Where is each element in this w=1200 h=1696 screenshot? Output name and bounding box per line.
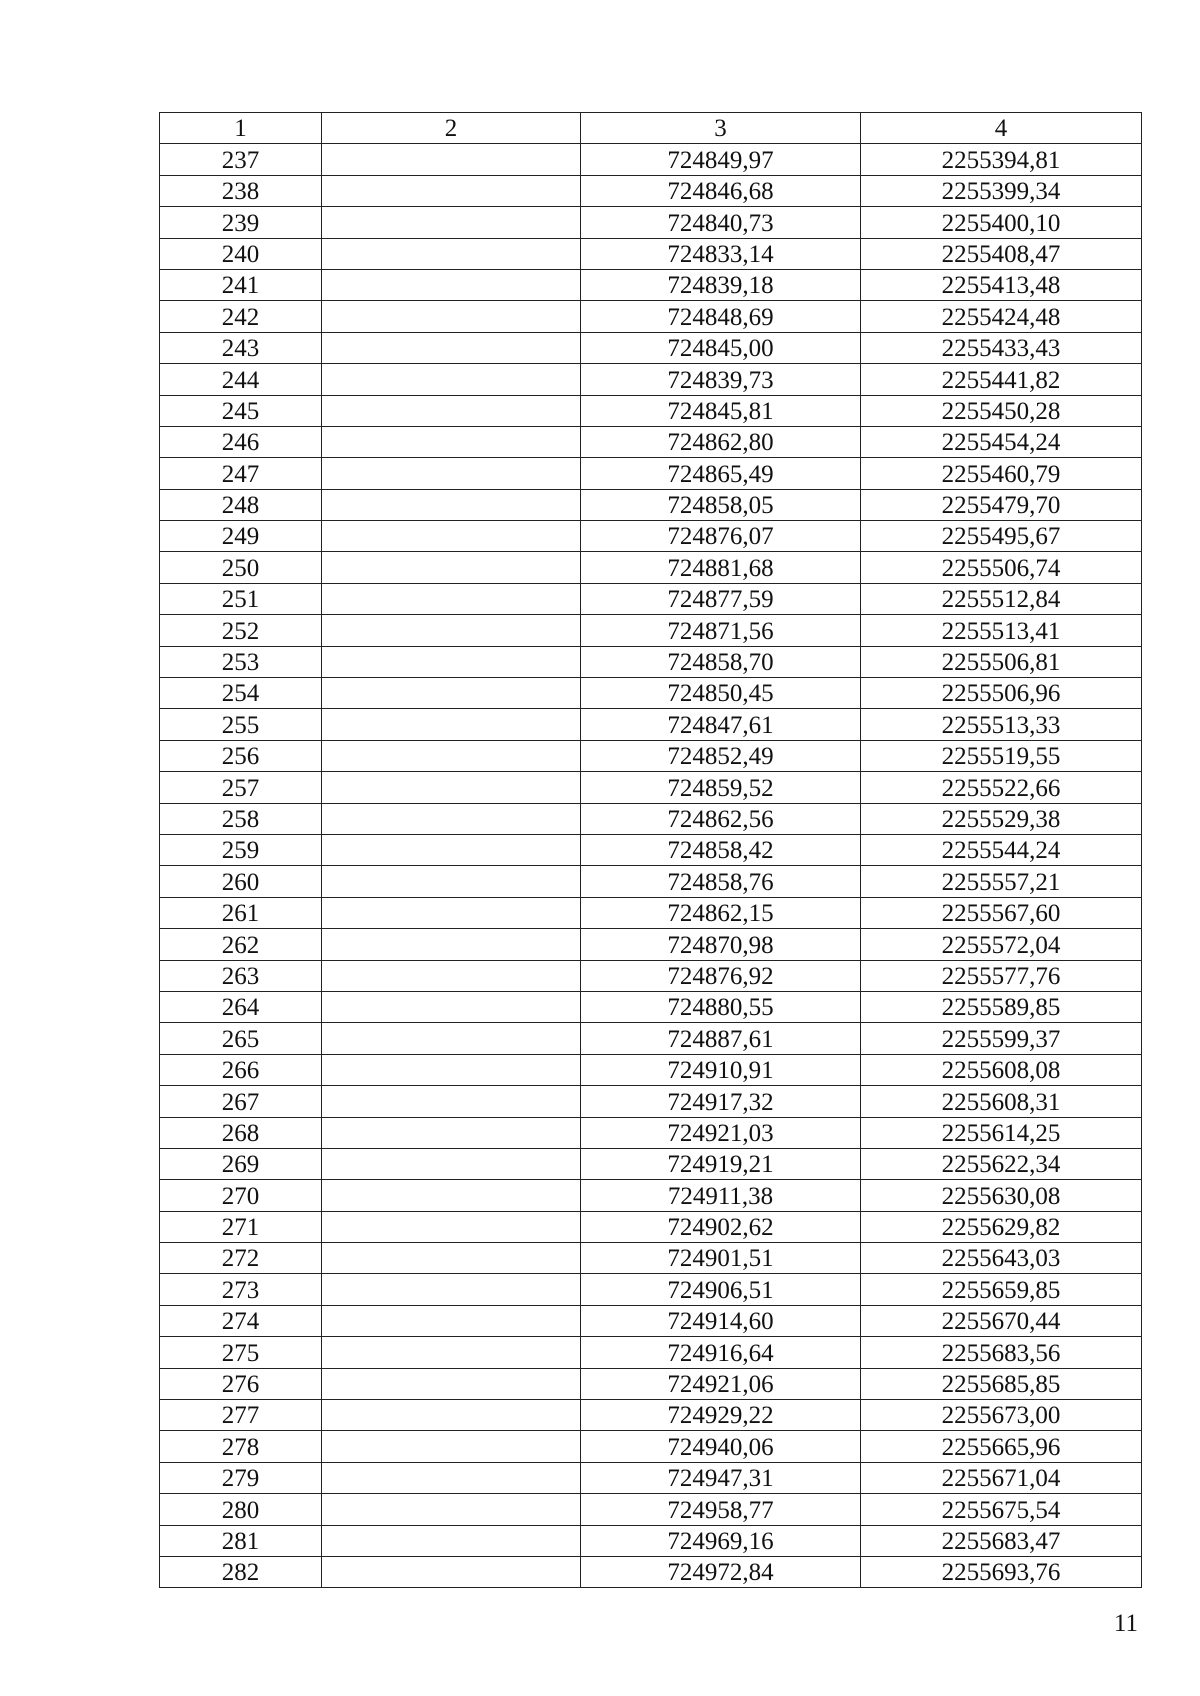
empty-cell [322, 1148, 581, 1179]
empty-cell [322, 1525, 581, 1556]
column-header-3: 3 [581, 113, 861, 144]
point-number-cell: 253 [160, 646, 322, 677]
empty-cell [322, 1462, 581, 1493]
table-row [160, 269, 1142, 300]
x-coordinate-cell: 724833,14 [581, 238, 861, 269]
x-coordinate-cell: 724870,98 [581, 929, 861, 960]
point-number-cell: 239 [160, 207, 322, 238]
y-coordinate-cell: 2255544,24 [861, 834, 1142, 865]
point-number-cell: 275 [160, 1337, 322, 1368]
x-coordinate-cell: 724858,70 [581, 646, 861, 677]
empty-cell [322, 646, 581, 677]
x-coordinate-cell: 724929,22 [581, 1400, 861, 1431]
point-number-cell: 260 [160, 866, 322, 897]
x-coordinate-cell: 724865,49 [581, 458, 861, 489]
empty-cell [322, 552, 581, 583]
point-number-cell: 246 [160, 426, 322, 457]
point-number-cell: 274 [160, 1305, 322, 1336]
x-coordinate-cell: 724847,61 [581, 709, 861, 740]
point-number-cell: 266 [160, 1054, 322, 1085]
table-row [160, 426, 1142, 457]
point-number-cell: 252 [160, 615, 322, 646]
x-coordinate-cell: 724914,60 [581, 1305, 861, 1336]
point-number-cell: 250 [160, 552, 322, 583]
point-number-cell: 269 [160, 1148, 322, 1179]
empty-cell [322, 960, 581, 991]
y-coordinate-cell: 2255413,48 [861, 269, 1142, 300]
x-coordinate-cell: 724917,32 [581, 1086, 861, 1117]
x-coordinate-cell: 724906,51 [581, 1274, 861, 1305]
table-row [160, 1525, 1142, 1556]
empty-cell [322, 521, 581, 552]
x-coordinate-cell: 724969,16 [581, 1525, 861, 1556]
x-coordinate-cell: 724876,07 [581, 521, 861, 552]
table-row [160, 238, 1142, 269]
y-coordinate-cell: 2255394,81 [861, 144, 1142, 175]
table-header-row [160, 113, 1142, 144]
x-coordinate-cell: 724839,18 [581, 269, 861, 300]
x-coordinate-cell: 724887,61 [581, 1023, 861, 1054]
empty-cell [322, 615, 581, 646]
point-number-cell: 282 [160, 1556, 322, 1587]
y-coordinate-cell: 2255513,41 [861, 615, 1142, 646]
table-row [160, 1274, 1142, 1305]
empty-cell [322, 929, 581, 960]
table-row [160, 489, 1142, 520]
y-coordinate-cell: 2255659,85 [861, 1274, 1142, 1305]
empty-cell [322, 1556, 581, 1587]
empty-cell [322, 740, 581, 771]
x-coordinate-cell: 724910,91 [581, 1054, 861, 1085]
table-row [160, 1400, 1142, 1431]
x-coordinate-cell: 724848,69 [581, 301, 861, 332]
point-number-cell: 242 [160, 301, 322, 332]
y-coordinate-cell: 2255567,60 [861, 897, 1142, 928]
y-coordinate-cell: 2255408,47 [861, 238, 1142, 269]
table-row [160, 1148, 1142, 1179]
point-number-cell: 241 [160, 269, 322, 300]
table-body [160, 144, 1142, 1588]
y-coordinate-cell: 2255519,55 [861, 740, 1142, 771]
y-coordinate-cell: 2255665,96 [861, 1431, 1142, 1462]
y-coordinate-cell: 2255675,54 [861, 1494, 1142, 1525]
point-number-cell: 240 [160, 238, 322, 269]
y-coordinate-cell: 2255522,66 [861, 772, 1142, 803]
x-coordinate-cell: 724862,56 [581, 803, 861, 834]
x-coordinate-cell: 724859,52 [581, 772, 861, 803]
y-coordinate-cell: 2255424,48 [861, 301, 1142, 332]
point-number-cell: 264 [160, 991, 322, 1022]
x-coordinate-cell: 724845,81 [581, 395, 861, 426]
x-coordinate-cell: 724871,56 [581, 615, 861, 646]
empty-cell [322, 144, 581, 175]
point-number-cell: 278 [160, 1431, 322, 1462]
x-coordinate-cell: 724916,64 [581, 1337, 861, 1368]
empty-cell [322, 207, 581, 238]
page-number: 11 [1113, 1610, 1138, 1637]
y-coordinate-cell: 2255529,38 [861, 803, 1142, 834]
empty-cell [322, 1368, 581, 1399]
y-coordinate-cell: 2255643,03 [861, 1243, 1142, 1274]
y-coordinate-cell: 2255693,76 [861, 1556, 1142, 1587]
y-coordinate-cell: 2255589,85 [861, 991, 1142, 1022]
x-coordinate-cell: 724947,31 [581, 1462, 861, 1493]
y-coordinate-cell: 2255495,67 [861, 521, 1142, 552]
table-row [160, 709, 1142, 740]
y-coordinate-cell: 2255433,43 [861, 332, 1142, 363]
empty-cell [322, 866, 581, 897]
x-coordinate-cell: 724901,51 [581, 1243, 861, 1274]
table-row [160, 834, 1142, 865]
empty-cell [322, 1274, 581, 1305]
y-coordinate-cell: 2255450,28 [861, 395, 1142, 426]
y-coordinate-cell: 2255441,82 [861, 364, 1142, 395]
point-number-cell: 279 [160, 1462, 322, 1493]
x-coordinate-cell: 724921,06 [581, 1368, 861, 1399]
empty-cell [322, 772, 581, 803]
empty-cell [322, 1117, 581, 1148]
y-coordinate-cell: 2255506,96 [861, 678, 1142, 709]
point-number-cell: 262 [160, 929, 322, 960]
table-row [160, 740, 1142, 771]
point-number-cell: 256 [160, 740, 322, 771]
point-number-cell: 255 [160, 709, 322, 740]
table-row [160, 364, 1142, 395]
table-row [160, 1337, 1142, 1368]
x-coordinate-cell: 724850,45 [581, 678, 861, 709]
y-coordinate-cell: 2255622,34 [861, 1148, 1142, 1179]
table-row [160, 803, 1142, 834]
y-coordinate-cell: 2255513,33 [861, 709, 1142, 740]
empty-cell [322, 1243, 581, 1274]
x-coordinate-cell: 724845,00 [581, 332, 861, 363]
point-number-cell: 276 [160, 1368, 322, 1399]
table-row [160, 1117, 1142, 1148]
point-number-cell: 258 [160, 803, 322, 834]
empty-cell [322, 1305, 581, 1336]
x-coordinate-cell: 724846,68 [581, 175, 861, 206]
empty-cell [322, 1431, 581, 1462]
y-coordinate-cell: 2255479,70 [861, 489, 1142, 520]
point-number-cell: 248 [160, 489, 322, 520]
point-number-cell: 259 [160, 834, 322, 865]
y-coordinate-cell: 2255671,04 [861, 1462, 1142, 1493]
y-coordinate-cell: 2255577,76 [861, 960, 1142, 991]
table-row [160, 1305, 1142, 1336]
empty-cell [322, 803, 581, 834]
table-row [160, 1431, 1142, 1462]
table-row [160, 1211, 1142, 1242]
point-number-cell: 273 [160, 1274, 322, 1305]
y-coordinate-cell: 2255572,04 [861, 929, 1142, 960]
point-number-cell: 247 [160, 458, 322, 489]
point-number-cell: 243 [160, 332, 322, 363]
y-coordinate-cell: 2255400,10 [861, 207, 1142, 238]
point-number-cell: 281 [160, 1525, 322, 1556]
y-coordinate-cell: 2255683,56 [861, 1337, 1142, 1368]
table-row [160, 960, 1142, 991]
table-row [160, 772, 1142, 803]
y-coordinate-cell: 2255512,84 [861, 583, 1142, 614]
empty-cell [322, 583, 581, 614]
y-coordinate-cell: 2255599,37 [861, 1023, 1142, 1054]
empty-cell [322, 1494, 581, 1525]
y-coordinate-cell: 2255670,44 [861, 1305, 1142, 1336]
column-header-4: 4 [861, 113, 1142, 144]
table-row [160, 458, 1142, 489]
empty-cell [322, 678, 581, 709]
table-row [160, 1054, 1142, 1085]
point-number-cell: 271 [160, 1211, 322, 1242]
empty-cell [322, 1180, 581, 1211]
empty-cell [322, 364, 581, 395]
empty-cell [322, 834, 581, 865]
empty-cell [322, 332, 581, 363]
empty-cell [322, 1023, 581, 1054]
point-number-cell: 251 [160, 583, 322, 614]
table-row [160, 301, 1142, 332]
empty-cell [322, 458, 581, 489]
y-coordinate-cell: 2255614,25 [861, 1117, 1142, 1148]
x-coordinate-cell: 724858,42 [581, 834, 861, 865]
empty-cell [322, 489, 581, 520]
y-coordinate-cell: 2255399,34 [861, 175, 1142, 206]
table-row [160, 1368, 1142, 1399]
table-row [160, 866, 1142, 897]
y-coordinate-cell: 2255683,47 [861, 1525, 1142, 1556]
empty-cell [322, 709, 581, 740]
point-number-cell: 261 [160, 897, 322, 928]
point-number-cell: 245 [160, 395, 322, 426]
column-header-1: 1 [160, 113, 322, 144]
table-row [160, 144, 1142, 175]
empty-cell [322, 1211, 581, 1242]
x-coordinate-cell: 724880,55 [581, 991, 861, 1022]
x-coordinate-cell: 724862,80 [581, 426, 861, 457]
column-header-2: 2 [322, 113, 581, 144]
point-number-cell: 257 [160, 772, 322, 803]
point-number-cell: 238 [160, 175, 322, 206]
point-number-cell: 277 [160, 1400, 322, 1431]
table-row [160, 615, 1142, 646]
point-number-cell: 280 [160, 1494, 322, 1525]
x-coordinate-cell: 724862,15 [581, 897, 861, 928]
y-coordinate-cell: 2255685,85 [861, 1368, 1142, 1399]
table-row [160, 1556, 1142, 1587]
table-row [160, 395, 1142, 426]
x-coordinate-cell: 724919,21 [581, 1148, 861, 1179]
x-coordinate-cell: 724858,05 [581, 489, 861, 520]
x-coordinate-cell: 724958,77 [581, 1494, 861, 1525]
table-row [160, 332, 1142, 363]
empty-cell [322, 897, 581, 928]
x-coordinate-cell: 724881,68 [581, 552, 861, 583]
empty-cell [322, 1054, 581, 1085]
x-coordinate-cell: 724902,62 [581, 1211, 861, 1242]
point-number-cell: 237 [160, 144, 322, 175]
table-row [160, 929, 1142, 960]
y-coordinate-cell: 2255608,31 [861, 1086, 1142, 1117]
table-row [160, 1462, 1142, 1493]
x-coordinate-cell: 724840,73 [581, 207, 861, 238]
x-coordinate-cell: 724852,49 [581, 740, 861, 771]
empty-cell [322, 175, 581, 206]
x-coordinate-cell: 724911,38 [581, 1180, 861, 1211]
table-row [160, 552, 1142, 583]
point-number-cell: 254 [160, 678, 322, 709]
y-coordinate-cell: 2255629,82 [861, 1211, 1142, 1242]
empty-cell [322, 269, 581, 300]
table-row [160, 1494, 1142, 1525]
y-coordinate-cell: 2255506,81 [861, 646, 1142, 677]
table-row [160, 1243, 1142, 1274]
x-coordinate-cell: 724921,03 [581, 1117, 861, 1148]
empty-cell [322, 238, 581, 269]
x-coordinate-cell: 724876,92 [581, 960, 861, 991]
y-coordinate-cell: 2255557,21 [861, 866, 1142, 897]
table-row [160, 1023, 1142, 1054]
table-row [160, 991, 1142, 1022]
point-number-cell: 263 [160, 960, 322, 991]
table-row [160, 207, 1142, 238]
point-number-cell: 268 [160, 1117, 322, 1148]
empty-cell [322, 1337, 581, 1368]
point-number-cell: 249 [160, 521, 322, 552]
x-coordinate-cell: 724877,59 [581, 583, 861, 614]
empty-cell [322, 301, 581, 332]
table-row [160, 678, 1142, 709]
point-number-cell: 267 [160, 1086, 322, 1117]
x-coordinate-cell: 724849,97 [581, 144, 861, 175]
table-row [160, 897, 1142, 928]
y-coordinate-cell: 2255673,00 [861, 1400, 1142, 1431]
y-coordinate-cell: 2255630,08 [861, 1180, 1142, 1211]
table-row [160, 521, 1142, 552]
empty-cell [322, 1400, 581, 1431]
coordinates-table [159, 112, 1142, 1588]
y-coordinate-cell: 2255506,74 [861, 552, 1142, 583]
y-coordinate-cell: 2255454,24 [861, 426, 1142, 457]
point-number-cell: 244 [160, 364, 322, 395]
point-number-cell: 265 [160, 1023, 322, 1054]
table-row [160, 583, 1142, 614]
empty-cell [322, 426, 581, 457]
x-coordinate-cell: 724940,06 [581, 1431, 861, 1462]
empty-cell [322, 395, 581, 426]
table-row [160, 175, 1142, 206]
x-coordinate-cell: 724839,73 [581, 364, 861, 395]
empty-cell [322, 991, 581, 1022]
empty-cell [322, 1086, 581, 1117]
x-coordinate-cell: 724972,84 [581, 1556, 861, 1587]
point-number-cell: 272 [160, 1243, 322, 1274]
y-coordinate-cell: 2255608,08 [861, 1054, 1142, 1085]
table-row [160, 646, 1142, 677]
y-coordinate-cell: 2255460,79 [861, 458, 1142, 489]
point-number-cell: 270 [160, 1180, 322, 1211]
x-coordinate-cell: 724858,76 [581, 866, 861, 897]
table-row [160, 1086, 1142, 1117]
table-row [160, 1180, 1142, 1211]
